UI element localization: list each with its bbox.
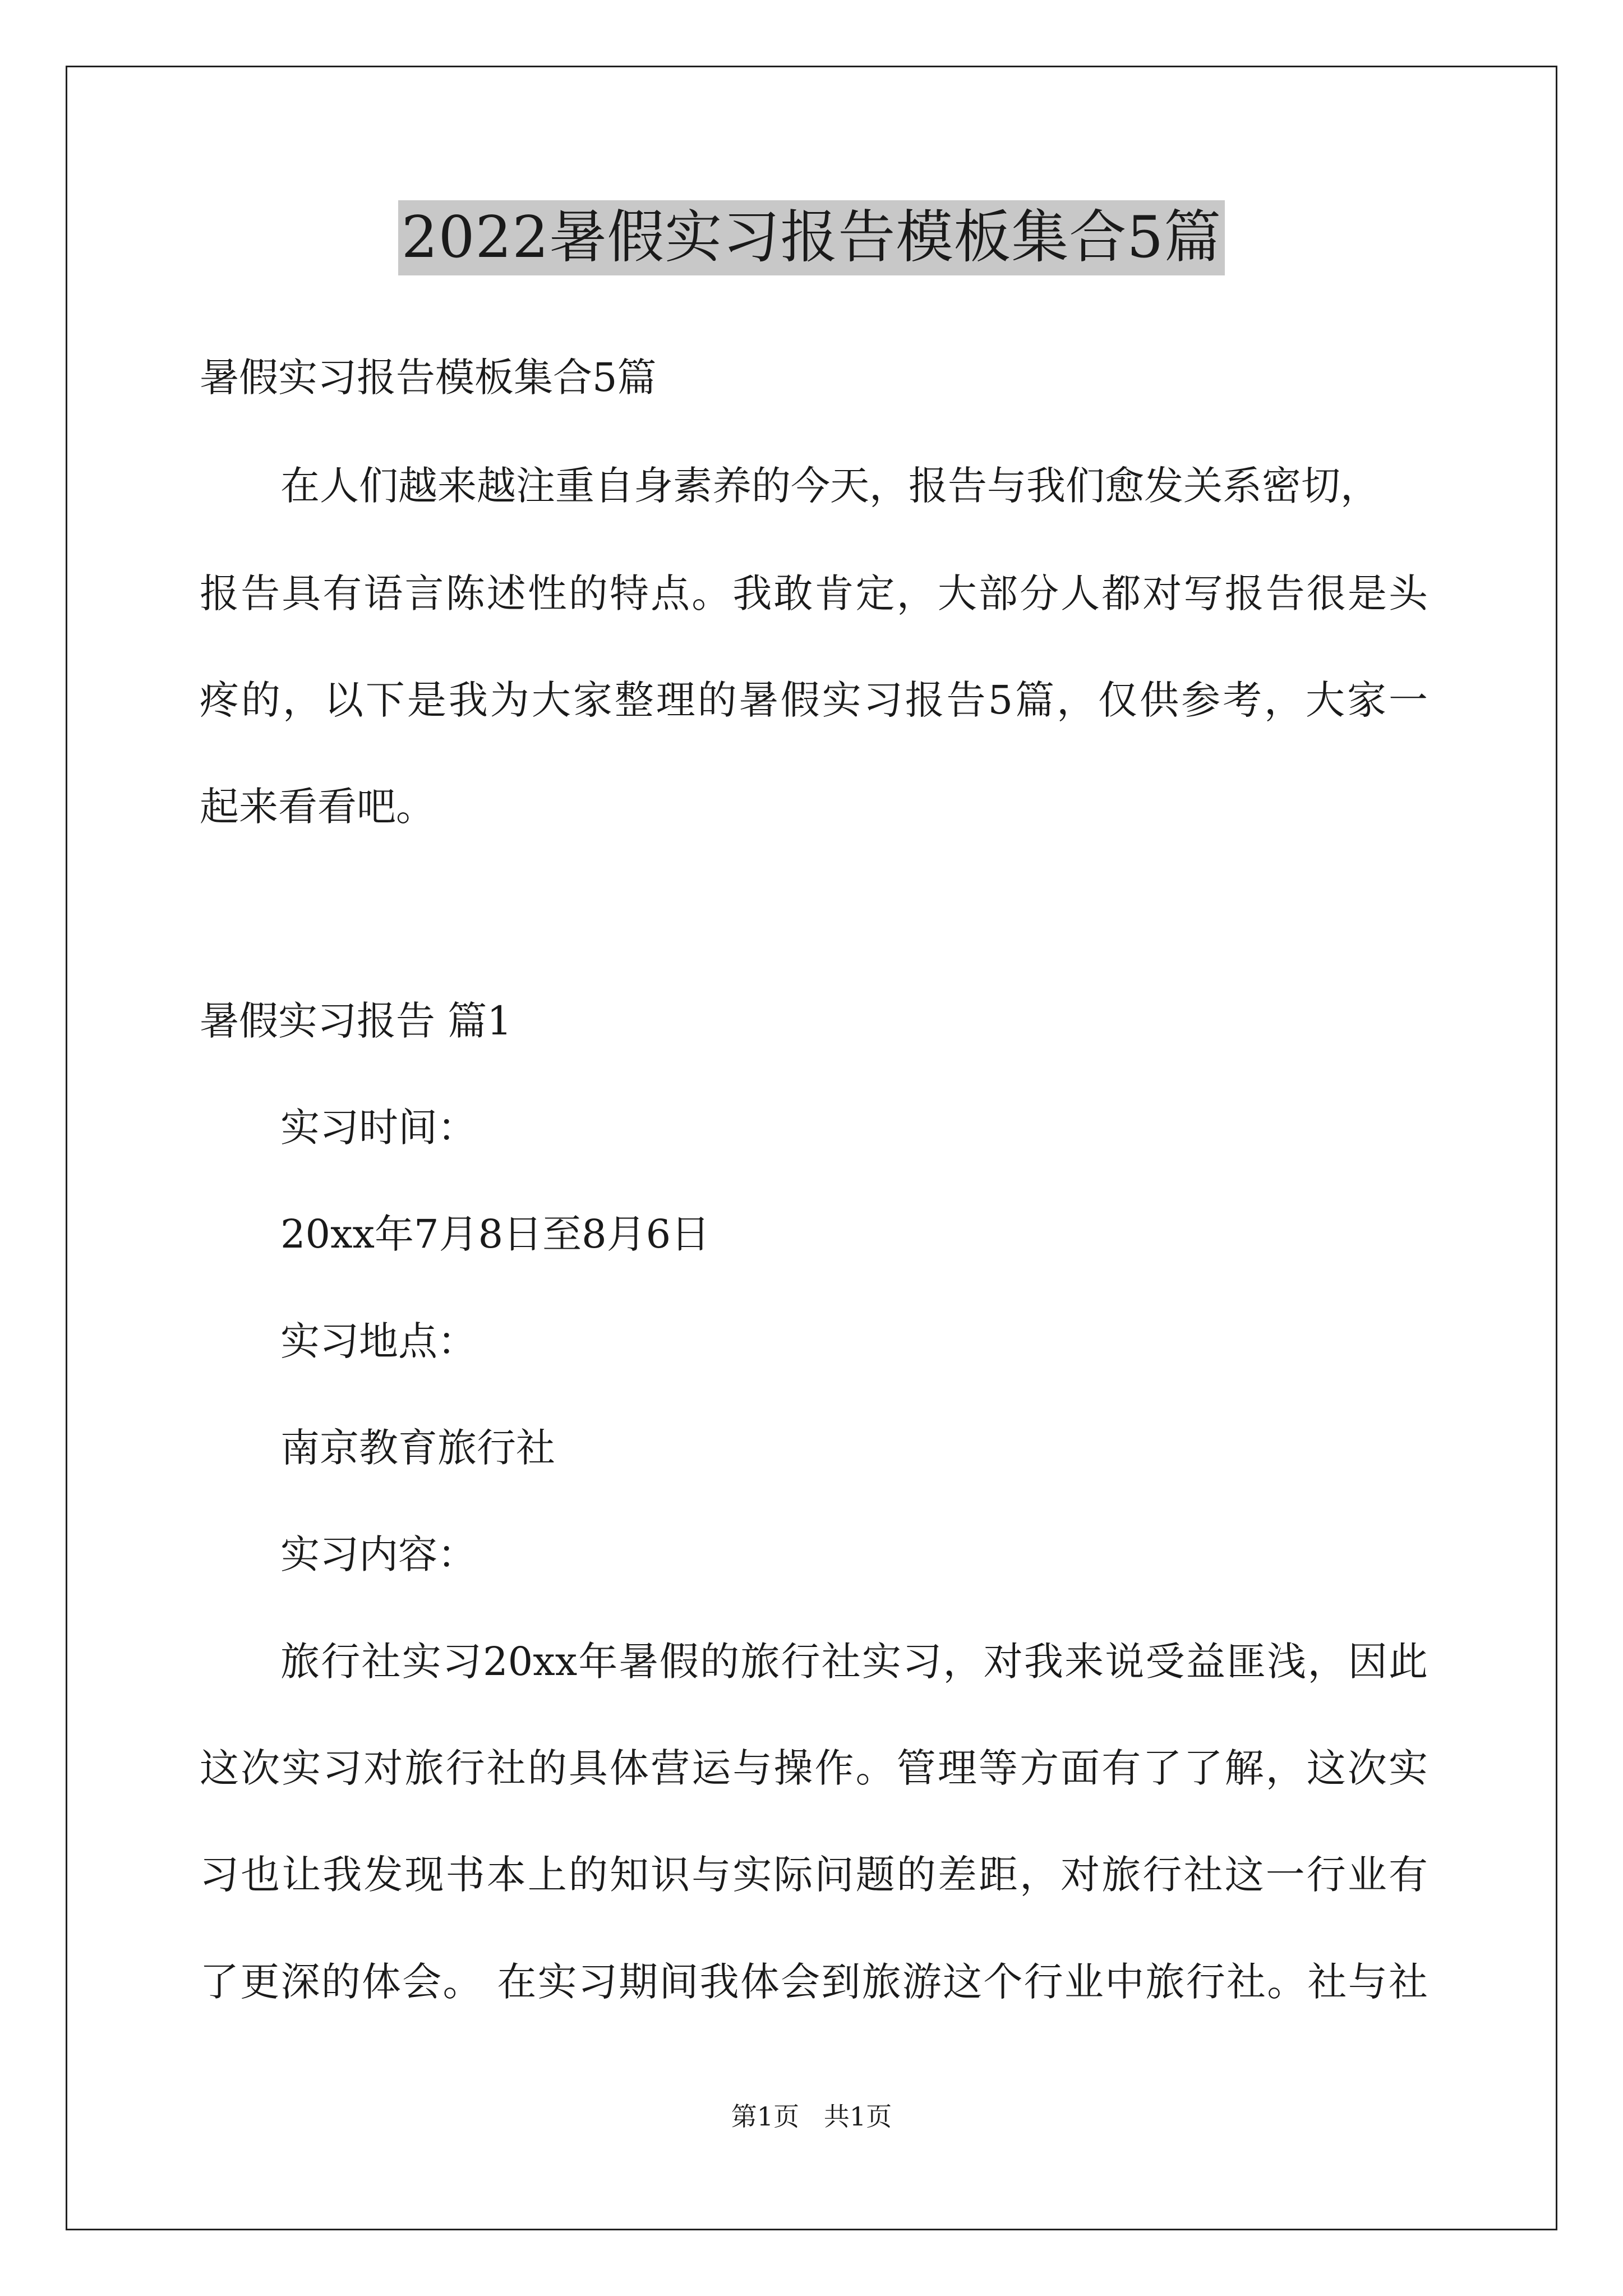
content-line-1: 旅行社实习20xx年暑假的旅行社实习，对我来说受益匪浅，因此: [280, 1639, 1428, 1685]
document-subtitle: 暑假实习报告模板集合5篇: [200, 355, 657, 401]
content-label: 实习内容：: [280, 1531, 477, 1577]
intro-line-1: 在人们越来越注重自身素养的今天，报告与我们愈发关系密切，: [280, 463, 1380, 509]
place-value: 南京教育旅行社: [280, 1425, 555, 1471]
document-title: 2022暑假实习报告模板集合5篇: [398, 200, 1225, 275]
intro-line-3: 疼的，以下是我为大家整理的暑假实习报告5篇，仅供参考，大家一: [200, 677, 1428, 723]
content-line-3: 习也让我发现书本上的知识与实际问题的差距，对旅行社这一行业有: [200, 1852, 1428, 1898]
time-label: 实习时间：: [280, 1105, 477, 1151]
place-label: 实习地点：: [280, 1318, 477, 1364]
intro-line-2: 报告具有语言陈述性的特点。我敢肯定，大部分人都对写报告很是头: [200, 570, 1428, 616]
content-line-4: 了更深的体会。 在实习期间我体会到旅游这个行业中旅行社。社与社: [200, 1959, 1428, 2005]
content-line-2: 这次实习对旅行社的具体营运与操作。管理等方面有了了解，这次实: [200, 1745, 1428, 1791]
title-wrap: [0, 200, 1623, 275]
intro-line-4: 起来看看吧。: [200, 784, 435, 830]
time-value: 20xx年7月8日至8月6日: [280, 1211, 711, 1257]
section-heading: 暑假实习报告 篇1: [200, 998, 512, 1044]
page-footer: 第1页 共1页: [731, 2101, 892, 2132]
